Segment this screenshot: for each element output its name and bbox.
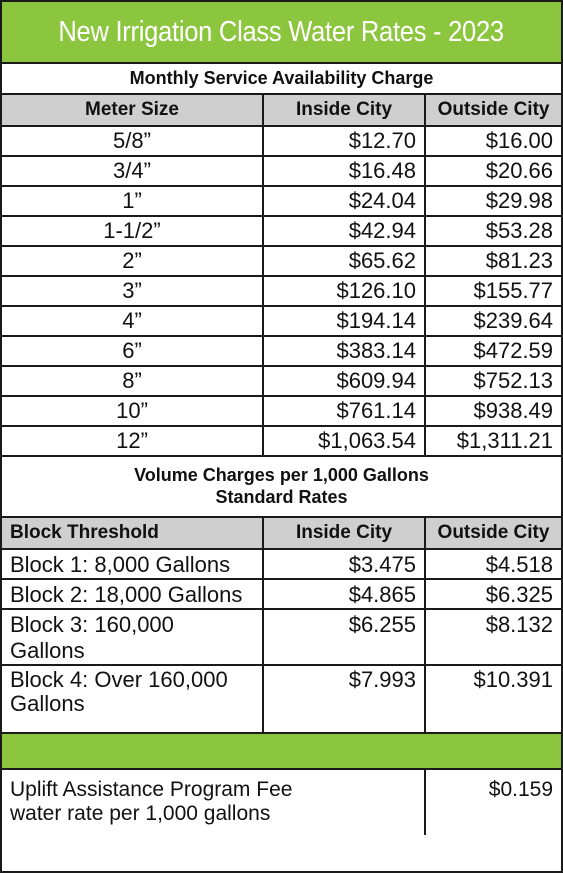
- inside-city-cell: $65.62: [263, 246, 425, 276]
- uplift-label-line1: Uplift Assistance Program Fee: [10, 778, 293, 801]
- service-rows: [2, 126, 561, 456]
- block-row: [2, 549, 561, 579]
- inside-city-cell: $194.14: [263, 306, 425, 336]
- inside-city-cell: $1,063.54: [263, 426, 425, 456]
- outside-city-cell: $752.13: [425, 366, 561, 396]
- outside-city-cell: $155.77: [425, 276, 561, 306]
- volume-rows: [2, 549, 561, 733]
- block-threshold-header: Block Threshold: [2, 517, 263, 549]
- block-outside-cell: $4.518: [425, 549, 561, 579]
- block-row: [2, 579, 561, 609]
- uplift-fee-value: $0.159: [425, 769, 561, 835]
- meter-size-header: Meter Size: [2, 94, 263, 126]
- uplift-fee-label: [2, 769, 425, 835]
- meter-size-cell: 8”: [2, 366, 263, 396]
- volume-section-title: [2, 457, 561, 517]
- inside-city-cell: $16.48: [263, 156, 425, 186]
- inside-city-cell: $24.04: [263, 186, 425, 216]
- meter-row: [2, 156, 561, 186]
- block-threshold-cell: Block 4: Over 160,000 Gallons: [2, 665, 263, 733]
- volume-charge-table: [2, 457, 561, 835]
- service-header-row: [2, 94, 561, 126]
- meter-size-cell: 12”: [2, 426, 263, 456]
- block-inside-cell: $7.993: [263, 665, 425, 733]
- meter-size-cell: 10”: [2, 396, 263, 426]
- inside-city-cell: $609.94: [263, 366, 425, 396]
- block-inside-cell: $6.255: [263, 609, 425, 665]
- volume-header-row: [2, 517, 561, 549]
- meter-row: [2, 366, 561, 396]
- meter-size-cell: 1-1/2”: [2, 216, 263, 246]
- inside-city-cell: $12.70: [263, 126, 425, 156]
- outside-city-cell: $938.49: [425, 396, 561, 426]
- meter-size-cell: 3”: [2, 276, 263, 306]
- outside-city-cell: $1,311.21: [425, 426, 561, 456]
- meter-row: [2, 426, 561, 456]
- volume-inside-city-header: Inside City: [263, 517, 425, 549]
- meter-row: [2, 336, 561, 366]
- page-title-bar: [2, 2, 561, 64]
- page-title: New Irrigation Class Water Rates - 2023: [58, 15, 505, 48]
- meter-size-cell: 3/4”: [2, 156, 263, 186]
- meter-size-cell: 2”: [2, 246, 263, 276]
- volume-title-line1: Volume Charges per 1,000 Gallons: [134, 464, 429, 485]
- block-outside-cell: $8.132: [425, 609, 561, 665]
- green-divider: [2, 733, 561, 769]
- volume-outside-city-header: Outside City: [425, 517, 561, 549]
- meter-size-cell: 4”: [2, 306, 263, 336]
- uplift-label-line2: water rate per 1,000 gallons: [10, 802, 271, 826]
- service-section-title: Monthly Service Availability Charge: [2, 64, 561, 94]
- block-outside-cell: $10.391: [425, 665, 561, 733]
- block-row: [2, 665, 561, 733]
- meter-size-cell: 1”: [2, 186, 263, 216]
- green-divider-row: [2, 733, 561, 769]
- outside-city-cell: $81.23: [425, 246, 561, 276]
- outside-city-cell: $53.28: [425, 216, 561, 246]
- uplift-fee-row: [2, 769, 561, 835]
- block-inside-cell: $4.865: [263, 579, 425, 609]
- inside-city-header: Inside City: [263, 94, 425, 126]
- block-row: [2, 609, 561, 665]
- volume-title-line2: Standard Rates: [215, 486, 348, 507]
- inside-city-cell: $42.94: [263, 216, 425, 246]
- meter-row: [2, 126, 561, 156]
- service-charge-table: [2, 64, 561, 457]
- block-outside-cell: $6.325: [425, 579, 561, 609]
- outside-city-cell: $239.64: [425, 306, 561, 336]
- meter-row: [2, 396, 561, 426]
- meter-row: [2, 246, 561, 276]
- meter-size-cell: 6”: [2, 336, 263, 366]
- inside-city-cell: $126.10: [263, 276, 425, 306]
- outside-city-header: Outside City: [425, 94, 561, 126]
- meter-row: [2, 306, 561, 336]
- inside-city-cell: $383.14: [263, 336, 425, 366]
- block-threshold-cell: Block 2: 18,000 Gallons: [2, 579, 263, 609]
- block-threshold-cell: Block 3: 160,000 Gallons: [2, 609, 263, 665]
- outside-city-cell: $20.66: [425, 156, 561, 186]
- outside-city-cell: $472.59: [425, 336, 561, 366]
- meter-row: [2, 276, 561, 306]
- block-threshold-cell: Block 1: 8,000 Gallons: [2, 549, 263, 579]
- outside-city-cell: $29.98: [425, 186, 561, 216]
- block-inside-cell: $3.475: [263, 549, 425, 579]
- meter-row: [2, 186, 561, 216]
- inside-city-cell: $761.14: [263, 396, 425, 426]
- outside-city-cell: $16.00: [425, 126, 561, 156]
- meter-row: [2, 216, 561, 246]
- meter-size-cell: 5/8”: [2, 126, 263, 156]
